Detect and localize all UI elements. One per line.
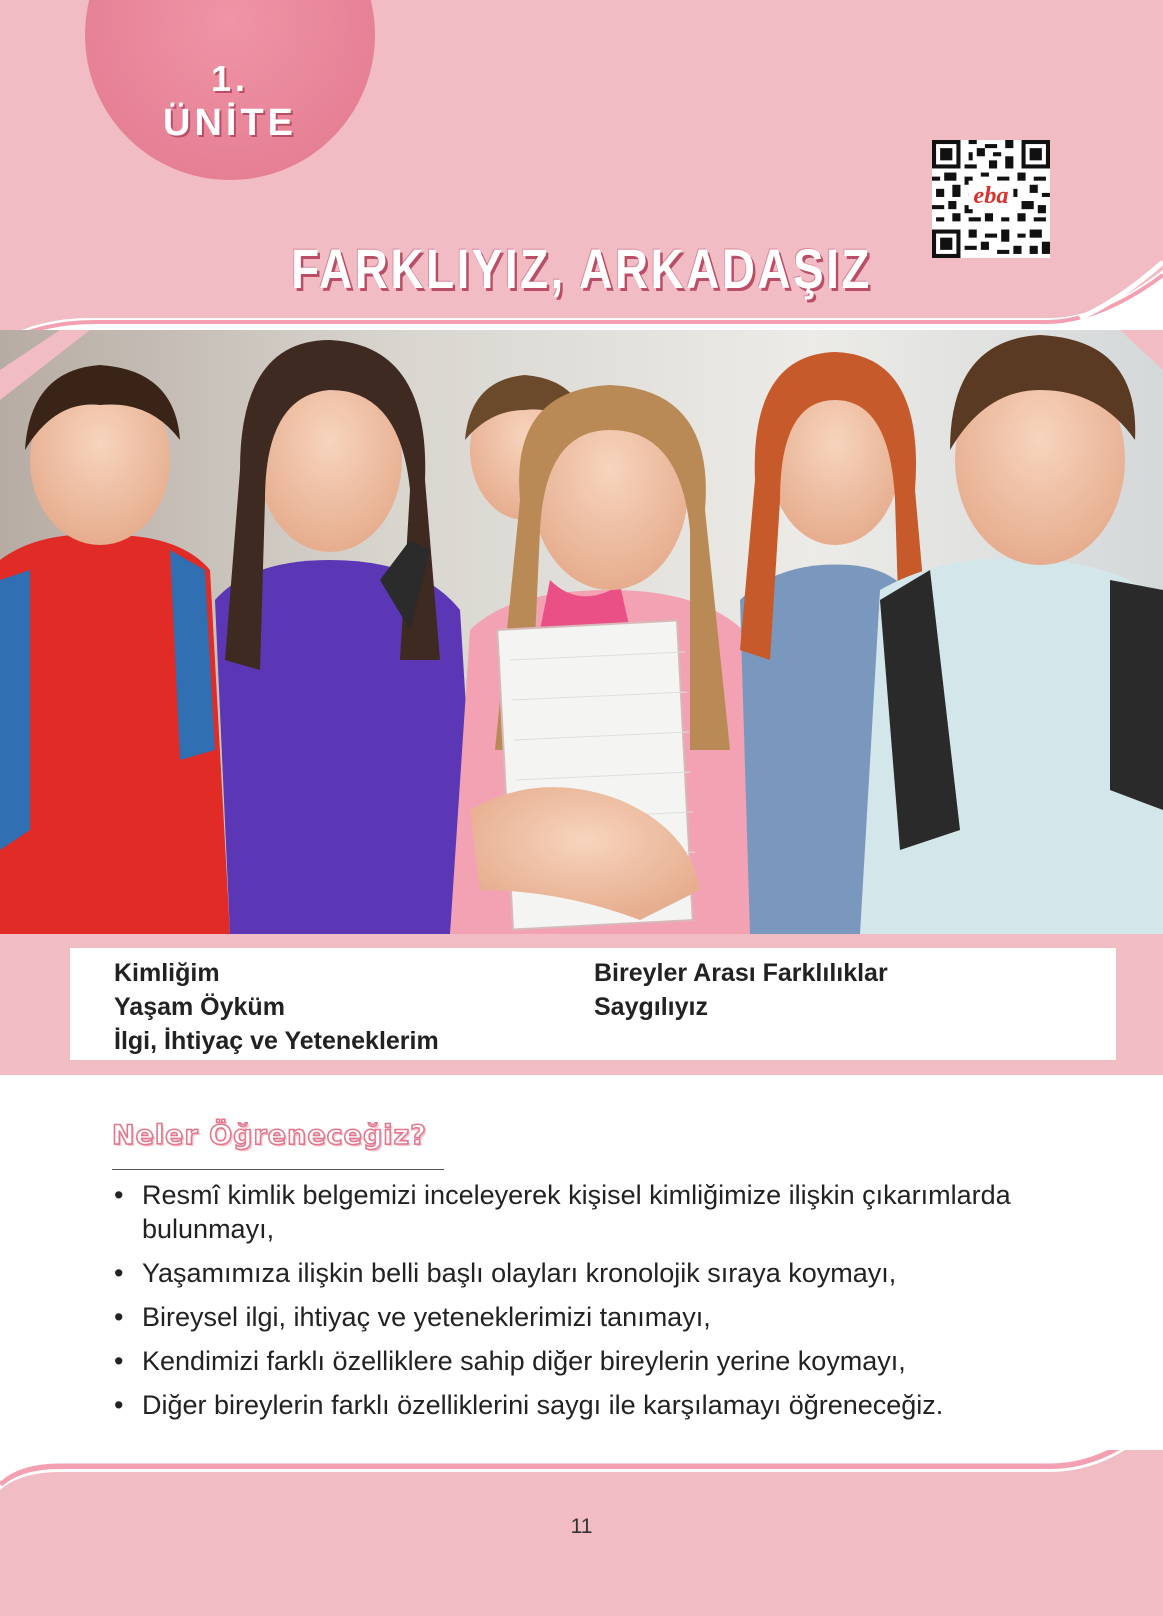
unit-number: 1. <box>210 58 250 99</box>
topic-item: Yaşam Öyküm <box>114 993 285 1021</box>
topic-item: İlgi, İhtiyaç ve Yeteneklerim <box>114 1027 439 1055</box>
list-item <box>112 1300 1062 1334</box>
learn-list <box>112 1178 1062 1432</box>
learn-heading-rule <box>112 1169 444 1170</box>
page-number: 11 <box>570 1515 593 1538</box>
learn-item-text: Bireysel ilgi, ihtiyaç ve yeteneklerimizi tanımayı, <box>142 1302 711 1332</box>
topic-item: Bireyler Arası Farklılıklar <box>594 959 888 987</box>
eba-logo: eba <box>973 182 1009 210</box>
bullet-icon: • <box>114 1390 124 1420</box>
topics-right-column <box>594 956 888 1024</box>
learn-item-text: Yaşamımıza ilişkin belli başlı olayları kronolojik sıraya koymayı, <box>142 1258 897 1288</box>
list-item <box>112 1388 1062 1422</box>
bullet-icon: • <box>114 1180 124 1210</box>
list-item <box>112 1178 1062 1246</box>
children-photo-illustration <box>0 330 1163 934</box>
learn-item-text: Resmî kimlik belgemizi inceleyerek kişisel kimliğimize ilişkin çıkarımlarda bulunmayı, <box>142 1180 1011 1244</box>
learn-item-text: Diğer bireylerin farklı özelliklerini saygı ile karşılamayı öğreneceğiz. <box>142 1390 944 1420</box>
bullet-icon: • <box>114 1346 124 1376</box>
unit-title: FARKLIYIZ, ARKADAŞIZ <box>291 237 872 300</box>
list-item <box>112 1256 1062 1290</box>
list-item <box>112 1344 1062 1378</box>
bullet-icon: • <box>114 1258 124 1288</box>
topics-left-column <box>114 956 439 1058</box>
unit-word: ÜNİTE <box>163 102 297 144</box>
topic-item: Kimliğim <box>114 959 220 987</box>
learn-heading: Neler Öğreneceğiz? <box>112 1120 427 1151</box>
topics-box <box>70 948 1116 1060</box>
unit-badge-text <box>85 0 375 180</box>
bullet-icon: • <box>114 1302 124 1332</box>
topic-item: Saygılıyız <box>594 993 708 1021</box>
children-photo <box>0 330 1163 934</box>
learn-item-text: Kendimizi farklı özelliklere sahip diğer bireylerin yerine koymayı, <box>142 1346 906 1376</box>
